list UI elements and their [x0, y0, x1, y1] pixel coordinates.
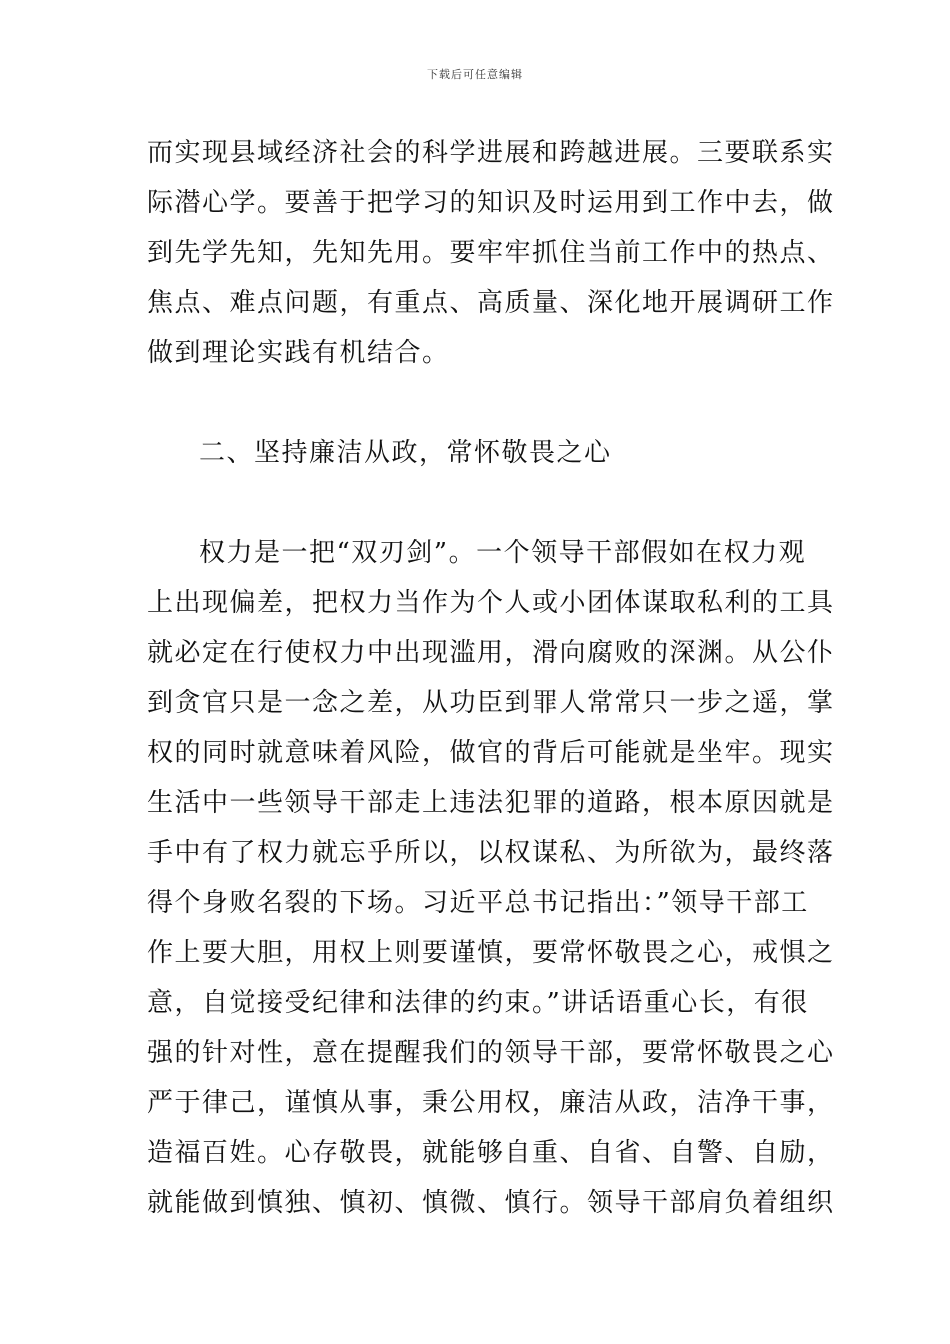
paragraph-2-line: 作上要大胆，用权上则要谨慎，要常怀敬畏之心，戒惧之	[147, 938, 835, 968]
paragraph-2-line: 到贪官只是一念之差，从功臣到罪人常常只一步之遥，掌	[147, 688, 835, 718]
blank-line	[147, 478, 807, 528]
paragraph-2-line: 造福百姓。心存敬畏，就能够自重、自省、自警、自励，	[147, 1138, 835, 1168]
blank-line	[147, 378, 807, 428]
section-heading: 二、坚持廉洁从政，常怀敬畏之心	[199, 438, 612, 468]
paragraph-1-line: 而实现县域经济社会的科学进展和跨越进展。三要联系实	[147, 138, 835, 168]
paragraph-2-line: 强的针对性，意在提醒我们的领导干部，要常怀敬畏之心	[147, 1038, 835, 1068]
paragraph-2-line: 上出现偏差，把权力当作为个人或小团体谋取私利的工具	[147, 588, 835, 618]
paragraph-2-line: 意，自觉接受纪律和法律的约束。”讲话语重心长，有很	[147, 988, 809, 1018]
paragraph-2-line: 严于律己，谨慎从事，秉公用权，廉洁从政，洁净干事，	[147, 1088, 835, 1118]
paragraph-2-line: 手中有了权力就忘乎所以，以权谋私、为所欲为，最终落	[147, 838, 835, 868]
paragraph-1-line: 焦点、难点问题，有重点、高质量、深化地开展调研工作	[147, 288, 835, 318]
paragraph-2-line: 权力是一把“双刃剑”。一个领导干部假如在权力观	[199, 538, 807, 568]
paragraph-2-line: 生活中一些领导干部走上违法犯罪的道路，根本原因就是	[147, 788, 835, 818]
paragraph-1-line: 际潜心学。要善于把学习的知识及时运用到工作中去，做	[147, 188, 835, 218]
paragraph-1-line: 到先学先知，先知先用。要牢牢抓住当前工作中的热点、	[147, 238, 835, 268]
paragraph-2-line: 权的同时就意味着风险，做官的背后可能就是坐牢。现实	[147, 738, 835, 768]
paragraph-2-line: 得个身败名裂的下场。习近平总书记指出：”领导干部工	[147, 888, 809, 918]
paragraph-2-line: 就能做到慎独、慎初、慎微、慎行。领导干部肩负着组织	[147, 1188, 835, 1218]
paragraph-1-line: 做到理论实践有机结合。	[147, 338, 450, 368]
paragraph-2-line: 就必定在行使权力中出现滥用，滑向腐败的深渊。从公仆	[147, 638, 835, 668]
document-body	[147, 128, 835, 1228]
page-header: 下载后可任意编辑	[427, 68, 523, 81]
